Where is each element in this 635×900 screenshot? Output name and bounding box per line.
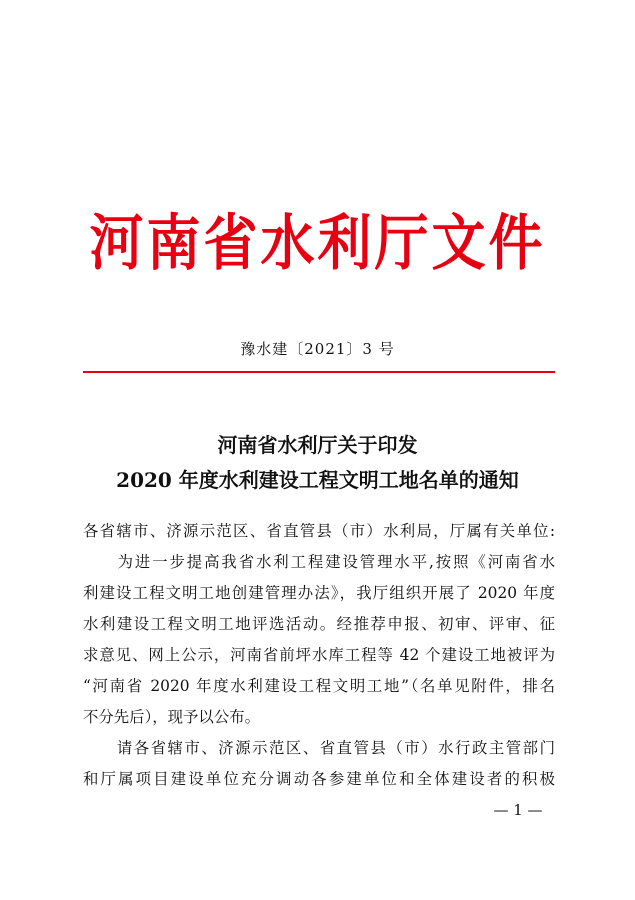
body-line: 和厅属项目建设单位充分调动各参建单位和全体建设者的积极 [83, 770, 555, 788]
body-line: “河南省 2020 年度水利建设工程文明工地”（名单见附件，排名 [83, 677, 555, 695]
document-number: 豫水建〔2021〕3 号 [240, 340, 395, 358]
page-number: — 1 — [493, 801, 543, 819]
body-line: 各省辖市、济源示范区、省直管县（市）水利局，厅属有关单位: [83, 522, 555, 540]
body-line: 不分先后），现予以公布。 [83, 708, 260, 726]
notice-title-line-1: 河南省水利厅关于印发 [217, 433, 418, 457]
issuing-authority-header: 河南省水利厅文件 [89, 206, 546, 279]
body-line: 请各省辖市、济源示范区、省直管县（市）水行政主管部门 [83, 739, 555, 757]
red-divider-line [83, 371, 555, 373]
body-line: 求意见、网上公示，河南省前坪水库工程等 42 个建设工地被评为 [83, 646, 555, 664]
body-line: 利建设工程文明工地创建管理办法》，我厅组织开展了 2020 年度 [83, 584, 555, 602]
body-line: 为进一步提高我省水利工程建设管理水平,按照《河南省水 [83, 553, 555, 571]
notice-title-line-2: 2020 年度水利建设工程文明工地名单的通知 [116, 468, 519, 492]
notice-body [83, 516, 555, 795]
body-line: 水利建设工程文明工地评选活动。经推荐申报、初审、评审、征 [83, 615, 555, 633]
